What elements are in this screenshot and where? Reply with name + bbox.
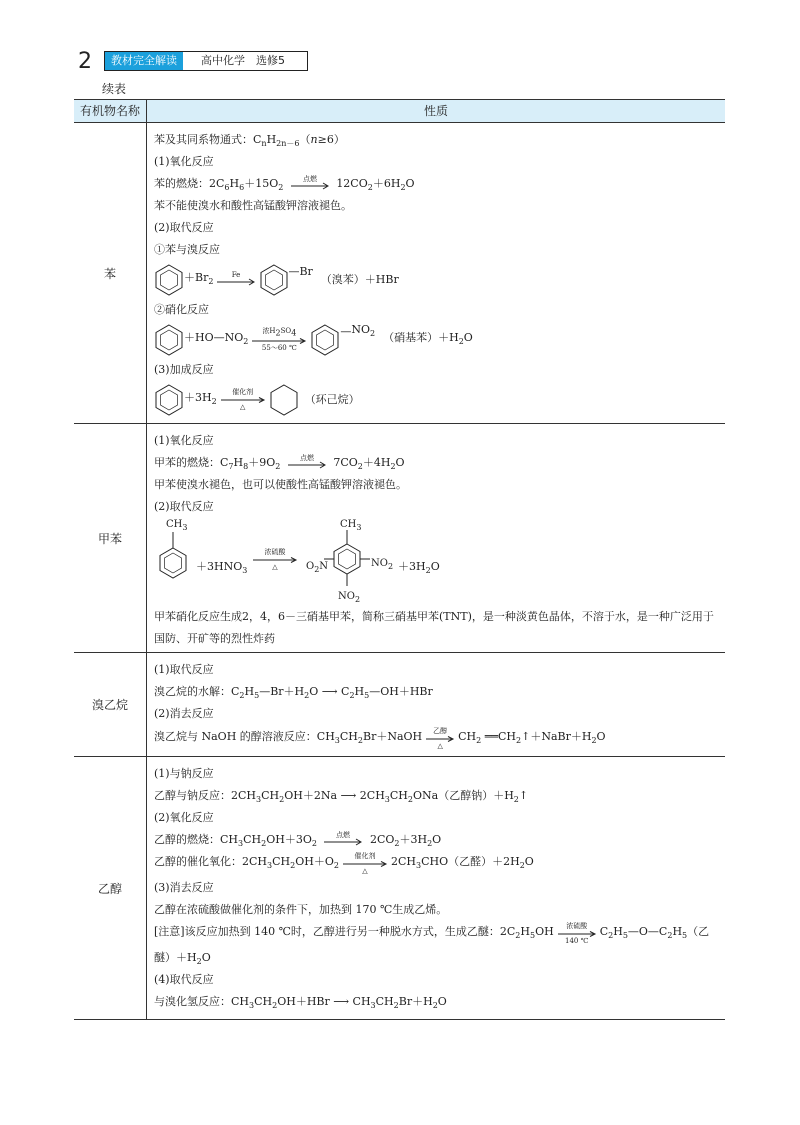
hbr-equation: 与溴化氢反应：$CH_3CH_2OH+HBr$ ⟶ $CH_3CH_2Br+H_2O$ — [154, 995, 447, 1011]
bromination-equation: $+Br_2$ Fe — Br （溴苯）＋HBr — [154, 261, 717, 299]
compound-properties — [154, 763, 717, 1013]
hydrolysis-equation: 溴乙烷的水解：$C_2H_5—Br+H_2O$ ⟶ $C_2H_5—OH+HBr$ — [154, 685, 433, 701]
sodium-equation: 乙醇与钠反应：$2CH_3CH_2OH+2Na$ ⟶ $2CH_3CH_2ONa$（乙醇钠）$+H_2↑$ — [154, 789, 529, 805]
reaction-arrow: 乙醇 △ — [425, 727, 455, 751]
table-header-row — [74, 100, 725, 123]
col-header-properties: 性质 — [423, 104, 448, 118]
properties-table — [74, 99, 725, 1020]
book-title: 高中化学 选修5 — [201, 54, 285, 67]
combustion-equation: 乙醇的燃烧：$CH_3CH_2OH+3O_2$ 点燃 $2CO_2+3H_2O$ — [154, 831, 442, 849]
benzene-ring-icon — [154, 323, 184, 357]
reaction-arrow: 催化剂 △ — [220, 388, 266, 412]
reaction-arrow — [287, 454, 327, 472]
reaction-arrow: 浓硫酸 △ — [252, 548, 298, 572]
arrow-condition: Fe — [232, 271, 241, 279]
compound-properties — [154, 659, 717, 753]
section-title: (2)取代反应 — [154, 221, 214, 234]
section-title: (1)氧化反应 — [154, 155, 214, 168]
compound-name: 苯 — [74, 123, 147, 423]
section-title: (1)取代反应 — [154, 663, 214, 676]
arrow-condition: 点燃 — [302, 175, 317, 183]
elimination-note: 乙醇在浓硫酸做催化剂的条件下，加热到 170 ℃生成乙烯。 — [154, 903, 448, 916]
tnt-note: 甲苯硝化反应生成2，4，6－三硝基甲苯，简称三硝基甲苯(TNT)，是一种淡黄色晶体，不溶于水，是一种广泛用于国防、开矿等的烈性炸药 — [154, 610, 714, 645]
catalytic-oxidation-equation: 乙醇的催化氧化：$2CH_3CH_2OH+O_2$ 催化剂 △ $2CH_3CHO$（乙醛）$+2H_2O$ — [154, 852, 534, 875]
section-title: (2)消去反应 — [154, 707, 214, 720]
arrow-condition: 点燃 — [299, 454, 314, 462]
section-title: (1)与钠反应 — [154, 767, 214, 780]
reaction-arrow: 浓$H_2SO_4$ 55～60 ℃ — [251, 327, 307, 352]
section-title: (2)氧化反应 — [154, 811, 214, 824]
section-title: (3)消去反应 — [154, 881, 214, 894]
section-title: (2)取代反应 — [154, 500, 214, 513]
tnt-equation: $CH_3$ $+3HNO_3$ 浓硫酸 △ $O_2N$ $CH_3$ $NO_2$ $NO_2$ $+3H_2O$ — [154, 518, 717, 606]
benzene-ring-icon — [154, 383, 184, 417]
compound-properties — [154, 129, 717, 419]
page-header — [78, 50, 308, 72]
toluene-ring-icon — [158, 532, 188, 584]
property-note: 苯不能使溴水和酸性高锰酸钾溶液褪色。 — [154, 199, 352, 212]
reaction-arrow: 催化剂 △ — [342, 852, 388, 876]
hydrogenation-equation: $+3H_2$ 催化剂 △ （环己烷） — [154, 381, 717, 419]
reaction-arrow: 浓硫酸 140 ℃ — [557, 922, 597, 946]
benzene-ring-icon — [154, 263, 184, 297]
ether-note-continued: 醚）$+H_2O$ — [154, 951, 211, 967]
benzene-ring-icon — [310, 323, 340, 357]
reaction-arrow — [290, 175, 330, 193]
compound-name: 甲苯 — [74, 424, 147, 652]
combustion-equation: 甲苯的燃烧：$C_7H_8+9O_2$ 点燃 $7CO_2+4H_2O$ — [154, 454, 405, 472]
series-banner — [104, 51, 308, 71]
compound-properties — [154, 430, 717, 650]
continued-label: 续表 — [102, 82, 127, 96]
cyclohexane-ring-icon — [269, 383, 299, 417]
arrow-condition: 点燃 — [336, 831, 351, 839]
table-row — [74, 123, 725, 424]
compound-name: 乙醇 — [74, 757, 147, 1019]
reaction-arrow — [216, 271, 256, 289]
property-note: 甲苯使溴水褪色，也可以使酸性高锰酸钾溶液褪色。 — [154, 478, 407, 491]
nitration-equation: $+HO—NO_2$ 浓$H_2SO_4$ 55～60 ℃ — $NO_2$ （硝基苯）$+H_2O$ — [154, 321, 717, 359]
combustion-equation: 苯的燃烧：$2C_6H_6+15O_2$ 点燃 $12CO_2+6H_2O$ — [154, 175, 415, 193]
table-row — [74, 424, 725, 653]
section-title: (4)取代反应 — [154, 973, 214, 986]
table-row — [74, 757, 725, 1019]
compound-name: 溴乙烷 — [74, 653, 147, 756]
reaction-arrow — [323, 831, 363, 849]
col-header-name: 有机物名称 — [74, 100, 147, 122]
benzene-ring-icon — [259, 263, 289, 297]
table-row — [74, 653, 725, 757]
subsection-title: ②硝化反应 — [154, 303, 209, 316]
elimination-equation: 溴乙烷与 NaOH 的醇溶液反应：$CH_3CH_2Br+NaOH$ 乙醇 △ $CH_2$ $══CH_2↑+NaBr+H_2O$ — [154, 727, 606, 750]
section-title: (3)加成反应 — [154, 363, 214, 376]
ether-note: [注意]该反应加热到 140 ℃时，乙醇进行另一种脱水方式，生成乙醚：$2C_2H_5OH$ 浓硫酸 140 ℃ $C_2H_5—O—C_2H_5$（乙 — [154, 922, 710, 945]
page-number: 2 — [78, 48, 92, 74]
subsection-title: ①苯与溴反应 — [154, 243, 220, 256]
general-formula: 苯及其同系物通式：$C_nH_{2n-6}(n\ge 6)$ — [154, 133, 345, 149]
section-title: (1)氧化反应 — [154, 434, 214, 447]
series-tag: 教材完全解读 — [105, 52, 183, 70]
